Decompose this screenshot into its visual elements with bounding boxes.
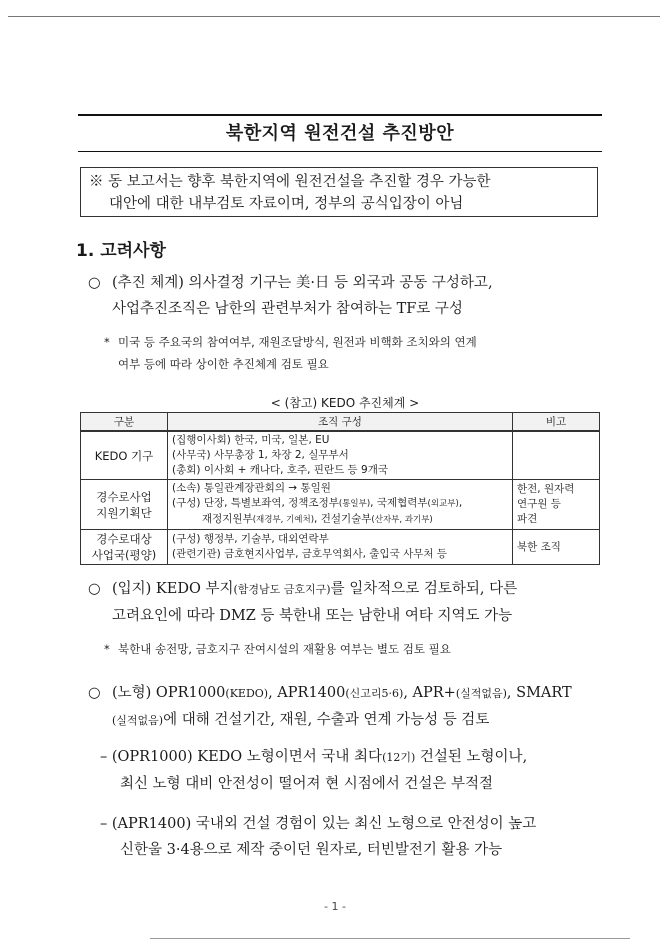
remark-line: 파견 (517, 513, 538, 525)
item3-text: , APR+ (403, 685, 456, 701)
sub1-line-2: 최신 노형 대비 안전성이 떨어져 현 시점에서 건설은 부적절 (120, 776, 494, 792)
org-text: , 국제협력부 (370, 497, 428, 509)
document-title: 북한지역 원전건설 추진방안 (225, 123, 455, 144)
item-reactor-type (88, 680, 618, 734)
item2-line-1b: 를 일차적으로 검토하되, 다른 (330, 581, 518, 597)
table-cell-organization (168, 431, 513, 480)
table-row (81, 431, 600, 480)
bottom-edge-line (150, 938, 630, 939)
item1-note (104, 331, 604, 375)
item2-note (104, 638, 604, 660)
table-cell-remarks (513, 480, 600, 530)
category-line: 사업국(평양) (91, 548, 157, 562)
title-rule-top (78, 114, 602, 116)
category-line: 지원기획단 (96, 505, 152, 520)
item3-subtext: (실적없음) (112, 714, 164, 727)
table-cell-category: KEDO 기구 (81, 431, 168, 480)
category-line: 경수로사업 (96, 489, 152, 504)
item1-line-2: 사업추진조직은 남한의 관련부처가 참여하는 TF로 구성 (112, 301, 463, 317)
org-text: , (458, 497, 463, 509)
sub2-line-2: 신한울 3·4용으로 제작 중이던 원자로, 터빈발전기 활용 가능 (120, 842, 503, 858)
disclaimer-line-2: 대안에 대한 내부검토 자료이며, 정부의 공식입장이 아님 (109, 196, 464, 212)
item1-note-line-1: 미국 등 주요국의 참여여부, 재원조달방식, 원전과 비핵화 조치와의 연계 (118, 335, 477, 349)
disclaimer-box (80, 167, 598, 217)
table-header-category: 구분 (81, 413, 168, 432)
table-caption: < (참고) KEDO 추진체계 > (270, 396, 420, 410)
org-line: (총회) 이사회 + 캐나다, 호주, 핀란드 등 9개국 (172, 464, 388, 476)
org-line: (사무국) 사무총장 1, 차장 2, 실무부서 (172, 449, 349, 461)
top-edge-line (8, 16, 660, 17)
org-subtext: (통일부) (338, 499, 371, 509)
table-row (81, 480, 600, 530)
table-header-row (81, 413, 600, 432)
item3-text: (노형) OPR1000 (112, 685, 226, 701)
org-subtext: (외교부) (427, 499, 459, 509)
org-subtext: (재경부, 기예처) (252, 515, 315, 525)
org-line (172, 496, 508, 512)
table-cell-remarks (513, 431, 600, 480)
table-cell-category (81, 530, 168, 565)
org-text: , 건설기술부 (314, 513, 372, 525)
item3-text: 에 대해 건설기간, 재원, 수출과 연계 가능성 등 검토 (163, 712, 490, 728)
org-line: (집행이사회) 한국, 미국, 일본, EU (172, 434, 330, 446)
item2-note-text: 북한내 송전망, 금호지구 잔여시설의 재활용 여부는 별도 검토 필요 (118, 642, 451, 656)
bullet-icon: ○ (88, 275, 101, 291)
org-text: (구성) 단장, 특별보좌역, 정책조정부 (172, 497, 339, 509)
sub1-text: – (OPR1000) KEDO 노형이면서 국내 최다 (100, 749, 383, 765)
org-line: (구성) 행정부, 기술부, 대외연락부 (172, 533, 329, 545)
table-cell-organization (168, 480, 513, 530)
item1-note-line-2: 여부 등에 따라 상이한 추진체계 검토 필요 (118, 357, 329, 371)
item3-text: , SMART (506, 685, 572, 701)
item3-subtext: (신고리5·6) (345, 687, 404, 700)
table-cell-remarks: 북한 조직 (513, 530, 600, 565)
category-line: 경수로대상 (96, 532, 152, 546)
bullet-icon: ○ (88, 581, 101, 597)
item-promotion-system (88, 270, 608, 322)
note-asterisk-icon: * (104, 642, 110, 656)
org-text: 재정지원부 (202, 513, 253, 525)
bullet-icon: ○ (88, 685, 101, 701)
table-row (81, 530, 600, 565)
item3-subtext: (실적없음) (455, 687, 507, 700)
item3-text: , APR1400 (268, 685, 346, 701)
item-site (88, 576, 618, 629)
table-header-organization: 조직 구성 (168, 413, 513, 432)
item2-line-2: 고려요인에 따라 DMZ 등 북한내 또는 남한내 여타 지역도 가능 (112, 608, 513, 624)
table-cell-organization (168, 530, 513, 565)
org-line (172, 512, 508, 528)
remark-line: 연구원 등 (517, 498, 561, 510)
org-line: (관련기관) 금호현지사업부, 금호무역회사, 출입국 사무처 등 (172, 548, 447, 560)
note-asterisk-icon: * (104, 335, 110, 349)
item1-line-1: (추진 체계) 의사결정 기구는 美·日 등 외국과 공동 구성하고, (112, 275, 493, 291)
disclaimer-line-1: ※ 동 보고서는 향후 북한지역에 원전건설을 추진할 경우 가능한 (89, 174, 491, 190)
kedo-structure-table (80, 412, 600, 565)
section-heading: 1. 고려사항 (76, 241, 166, 261)
sub1-subtext: (12기) (382, 751, 416, 764)
remark-line: 한전, 원자력 (517, 483, 575, 495)
item3-subtext: (KEDO) (225, 687, 269, 700)
item2-line-1-small: (함경남도 금호지구) (233, 583, 331, 596)
table-cell-category (81, 480, 168, 530)
org-subtext: (산자부, 과기부) (371, 515, 433, 525)
table-header-remarks: 비고 (513, 413, 600, 432)
sub-item-opr1000 (100, 744, 620, 797)
sub-item-apr1400 (100, 811, 620, 863)
sub1-text: 건설된 노형이나, (415, 749, 528, 765)
page-number: - 1 - (324, 900, 346, 913)
item2-line-1a: (입지) KEDO 부지 (112, 581, 234, 597)
title-rule-bottom (78, 151, 602, 152)
sub2-line-1: – (APR1400) 국내외 건설 경험이 있는 최신 노형으로 안전성이 높고 (100, 816, 537, 832)
org-line: (소속) 통일관계장관회의 → 통일원 (172, 482, 331, 494)
